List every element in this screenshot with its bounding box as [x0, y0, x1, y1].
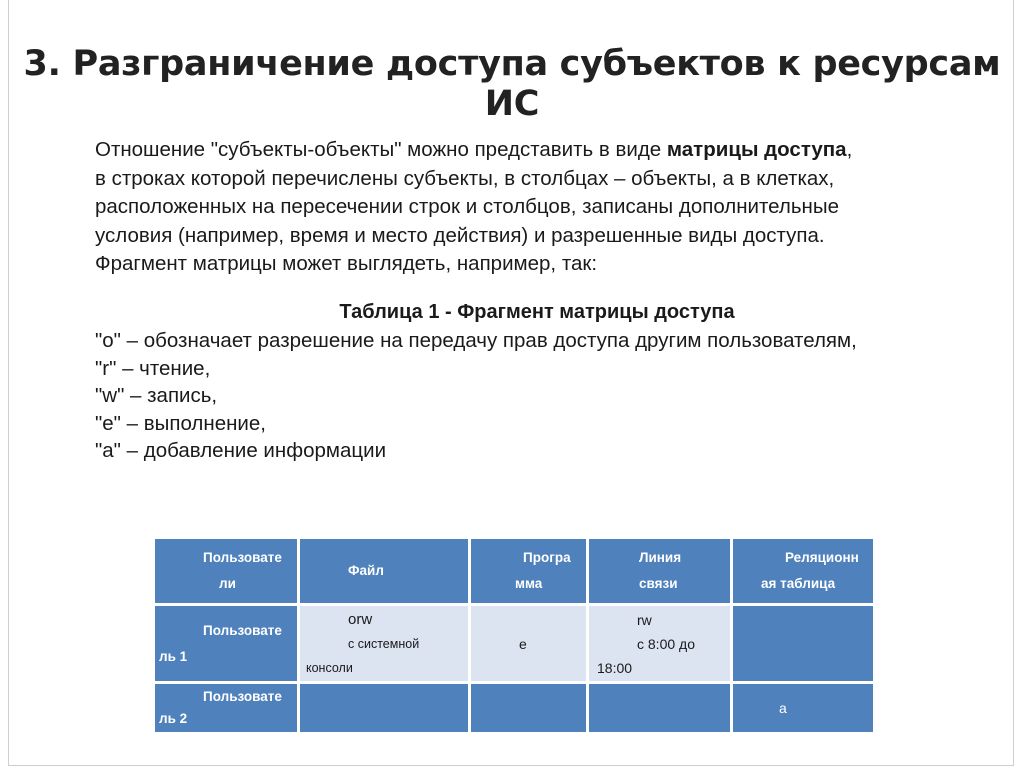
row-subject-user-1: Пользовате ль 1 — [155, 606, 297, 681]
table-caption: Таблица 1 - Фрагмент матрицы доступа — [339, 301, 735, 323]
cell-user2-comm-line — [589, 684, 730, 732]
table-header-row — [155, 539, 873, 603]
cell-user2-relational-table: a — [733, 684, 873, 732]
legend-item-a: "a" – добавление информации — [95, 439, 387, 462]
cell-user1-comm-line: rw с 8:00 до 18:00 — [589, 606, 730, 681]
paragraph-line-5: Фрагмент матрицы может выглядеть, например, так: — [95, 252, 598, 275]
header-program: Програ мма — [471, 539, 586, 603]
access-matrix-table — [152, 536, 876, 735]
cell-user2-file — [300, 684, 468, 732]
table-row — [155, 606, 873, 681]
cell-user1-relational-table — [733, 606, 873, 681]
legend-item-r: "r" – чтение, — [95, 356, 211, 380]
legend-item-e: "e" – выполнение, — [95, 411, 266, 435]
header-comm-line: Линия связи — [589, 539, 730, 603]
paragraph-line-1: Отношение "субъекты-объекты" можно представить в виде матрицы доступа, — [95, 138, 853, 161]
table-row — [155, 684, 873, 732]
header-file: Файл — [300, 539, 468, 603]
header-relational-table: Реляционн ая таблица — [733, 539, 873, 603]
legend-item-w: "w" – запись, — [95, 384, 218, 407]
intro-paragraph — [95, 136, 955, 279]
slide-title: 3. Разграничение доступа субъектов к ресурсам ИС — [23, 44, 1001, 124]
cell-user2-program — [471, 684, 586, 732]
paragraph-line-4: условия (например, время и место действия) и разрешенные виды доступа. — [95, 223, 825, 247]
header-users: Пользовате ли — [155, 539, 297, 603]
paragraph-line-3: расположенных на пересечении строк и столбцов, записаны дополнительные — [95, 195, 839, 218]
row-subject-user-2: Пользовате ль 2 — [155, 684, 297, 732]
paragraph-line-2: в строках которой перечислены субъекты, в столбцах – объекты, а в клетках, — [95, 166, 835, 190]
legend-list — [95, 327, 975, 465]
legend-item-o: "o" – обозначает разрешение на передачу прав доступа другим пользователям, — [95, 329, 857, 352]
paragraph-bold-term: матрицы доступа — [666, 138, 847, 161]
cell-user1-program: e — [471, 606, 586, 681]
cell-user1-file: orw с системной консоли — [300, 606, 468, 681]
